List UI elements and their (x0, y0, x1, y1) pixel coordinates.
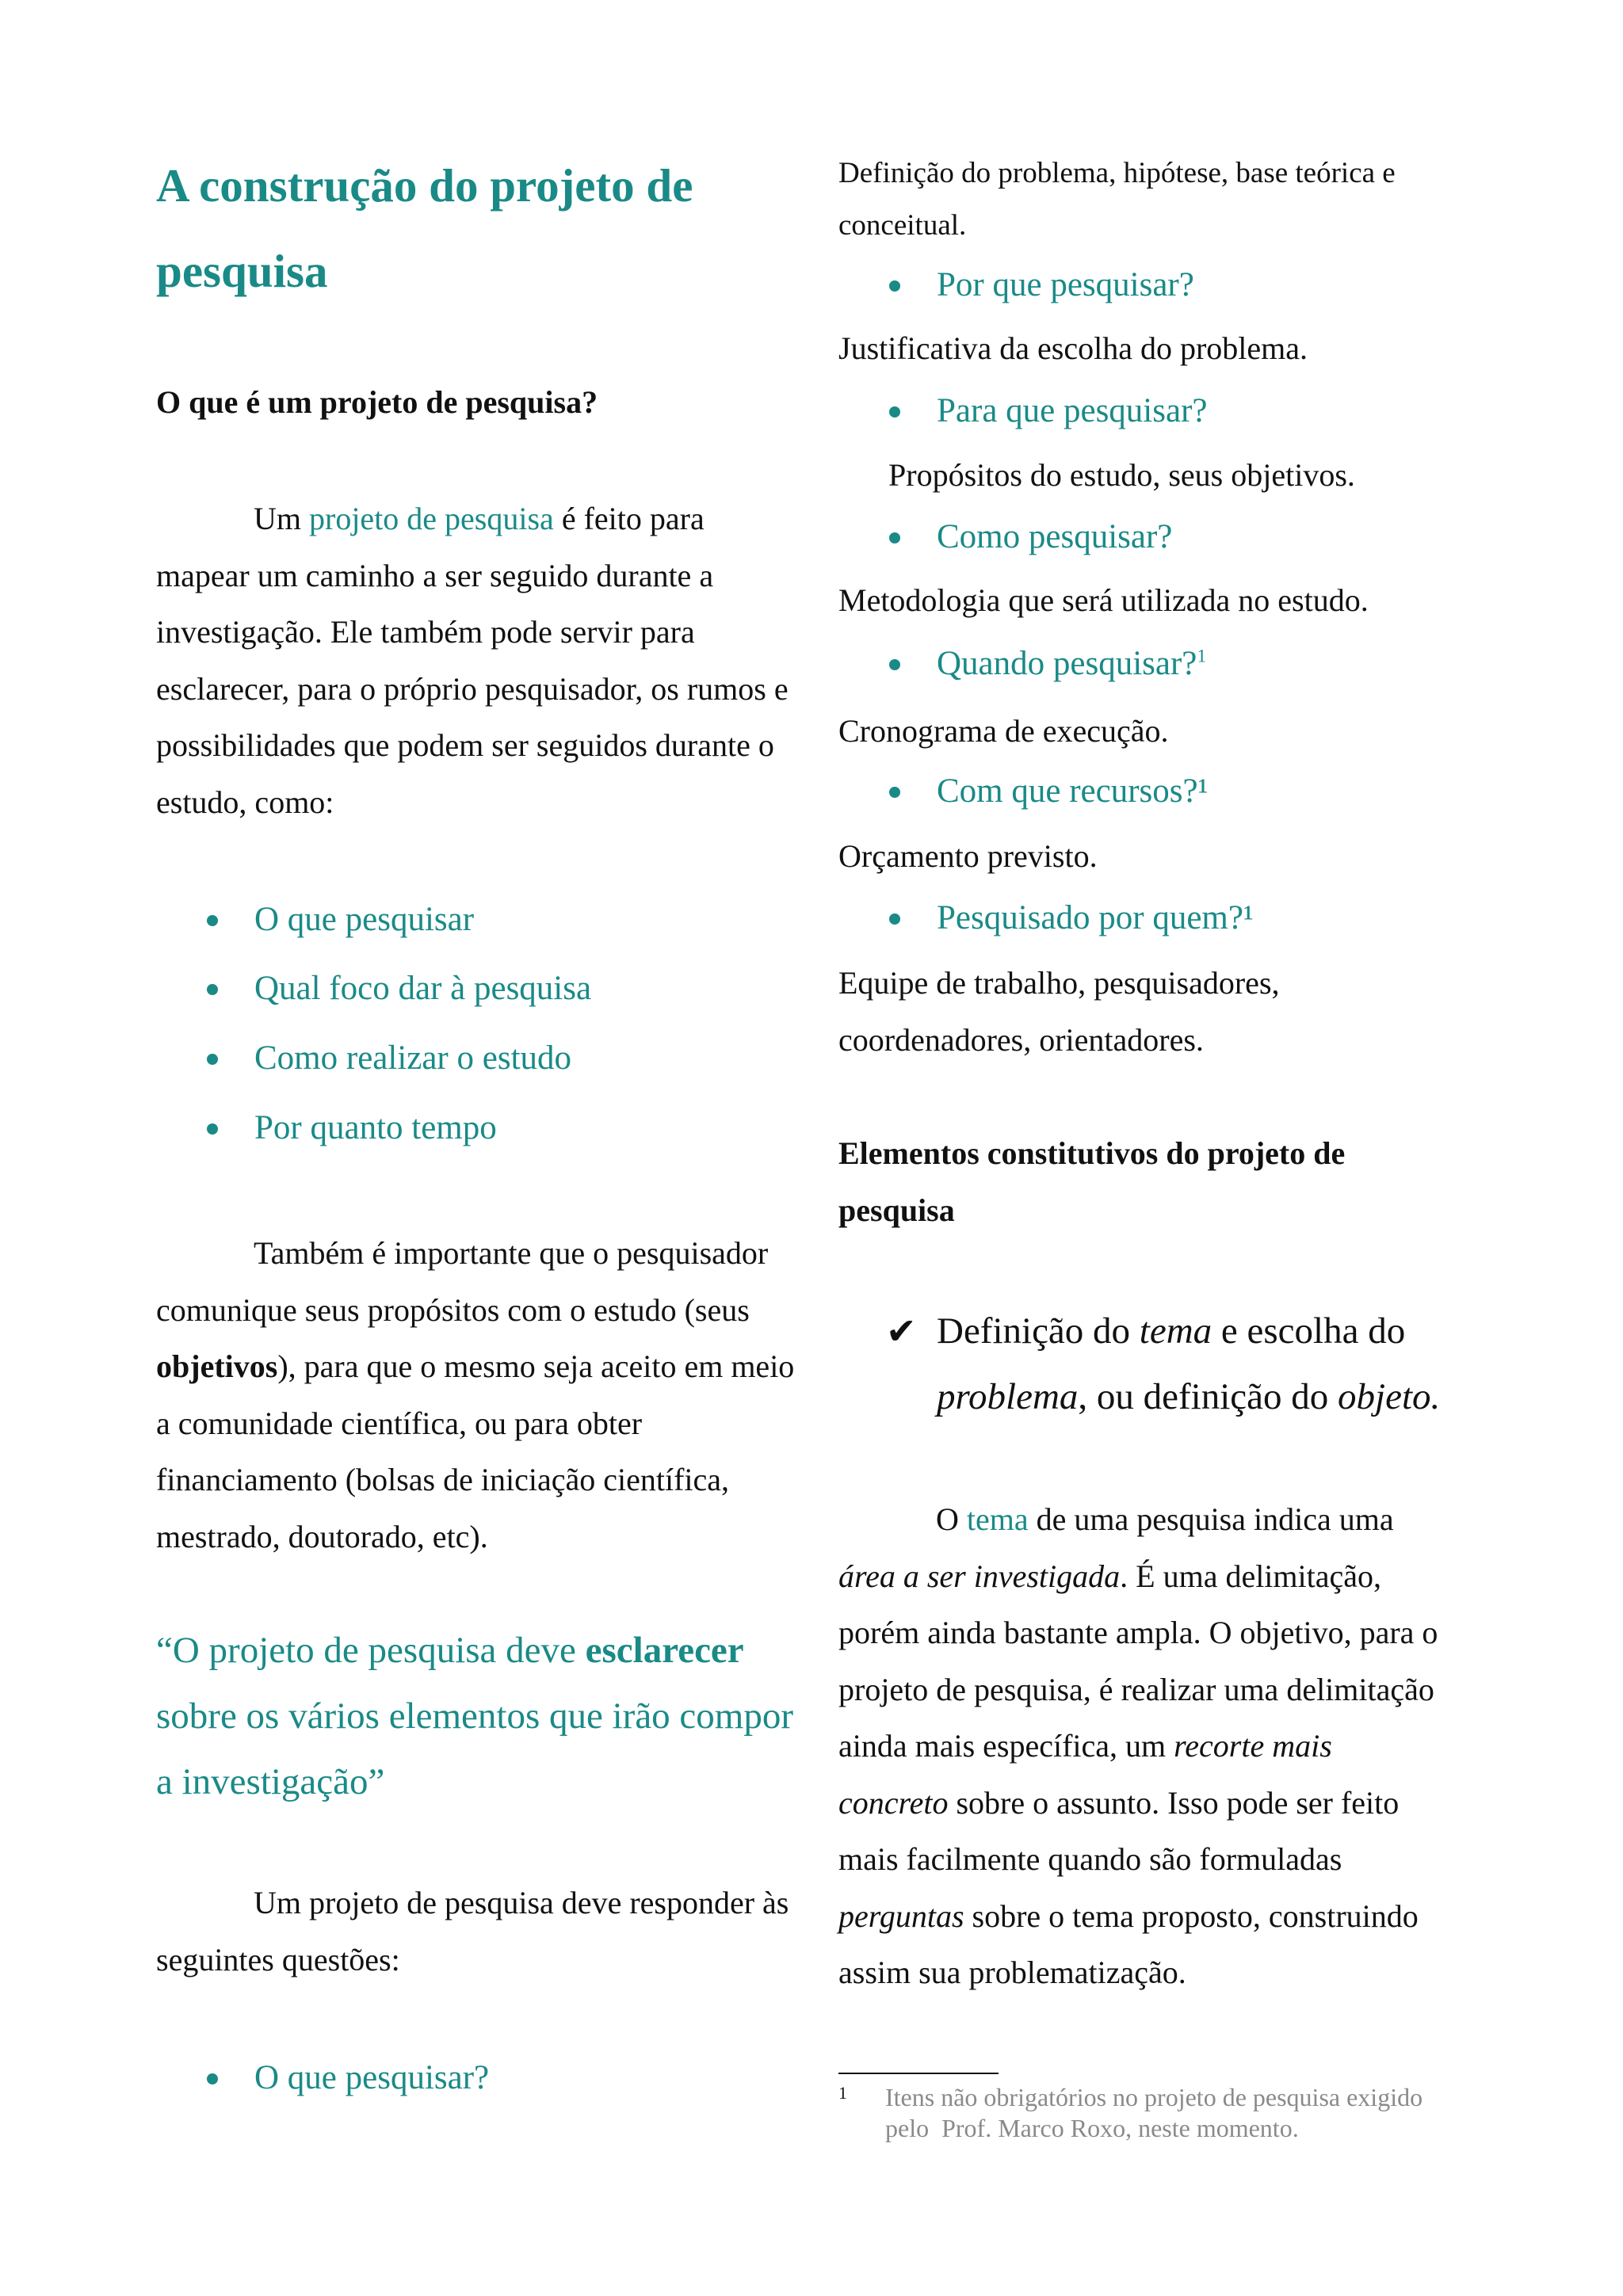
title-line-1: A construção do projeto de (156, 159, 693, 212)
list-item[interactable]: Como pesquisar? (937, 513, 1172, 561)
footnote-separator (838, 2073, 999, 2074)
document-title (156, 143, 693, 314)
answer-text: Cronograma de execução. (838, 713, 1169, 749)
paragraph-intro: Um projeto de pesquisa é feito para mapear um caminho a ser seguido durante a investigação. Ele também pode servir para esclarecer, para o próprio pesquisador, os rumos e possibilidades que podem ser seguidos durante o estudo, como: (156, 501, 789, 820)
paragraph-tema: O tema de uma pesquisa indica uma área a ser investigada. É uma delimitação, porém ainda bastante ampla. O objetivo, para o projeto de pesquisa, é realizar uma delimitação ainda mais específica, um recorte mais concreto sobre o assunto. Isso pode ser feito mais facilmente quando são formuladas perguntas sobre o tema proposto, construindo assim sua problematização. (838, 1501, 1438, 1990)
list-item[interactable]: O que pesquisar? (254, 2054, 489, 2102)
pull-quote: “O projeto de pesquisa deve esclarecer sobre os vários elementos que irão compor a investigação” (156, 1630, 794, 1802)
list-item[interactable]: Quando pesquisar?$^1$ (937, 640, 1206, 688)
footnote-ref[interactable]: 1 (1197, 646, 1207, 667)
bullet-icon (889, 406, 900, 418)
bullet-icon (207, 1123, 218, 1135)
bullet-icon (889, 280, 900, 292)
bullet-icon (207, 915, 218, 926)
heading-elementos: Elementos constitutivos do projeto de pesquisa (838, 1135, 1346, 1228)
list-item[interactable]: Qual foco dar à pesquisa (254, 965, 591, 1013)
answer-text: Orçamento previsto. (838, 838, 1098, 874)
bullet-icon (207, 984, 218, 995)
list-item[interactable]: Como realizar o estudo (254, 1035, 571, 1082)
bullet-icon (889, 787, 900, 798)
bullet-icon (889, 913, 900, 925)
paragraph-questions: Um projeto de pesquisa deve responder às seguintes questões: (156, 1885, 789, 1978)
checkmark-icon: ✔ (886, 1310, 917, 1352)
title-line-2: pesquisa (156, 245, 328, 297)
answer-text: Justificativa da escolha do problema. (838, 330, 1308, 366)
list-item[interactable]: Por quanto tempo (254, 1104, 497, 1152)
intro-text: Definição do problema, hipótese, base teórica e conceitual. (838, 157, 1396, 242)
list-item[interactable]: Para que pesquisar? (937, 387, 1207, 435)
answer-text: Metodologia que será utilizada no estudo. (838, 582, 1369, 618)
list-item[interactable]: Pesquisado por quem?¹ (937, 894, 1254, 942)
subheading-what-is: O que é um projeto de pesquisa? (156, 384, 598, 420)
footnote-number: 1 (838, 2083, 847, 2103)
checklist-item[interactable]: ✔ Definição do tema e escolha do problema, ou definição do objeto. (937, 1299, 1491, 1430)
bullet-icon (889, 532, 900, 543)
footnote: 1 Itens não obrigatórios no projeto de pesquisa exigido pelo Prof. Marco Roxo, neste momento. (838, 2082, 1488, 2144)
link-projeto-de-pesquisa[interactable]: projeto de pesquisa (309, 501, 554, 536)
answer-text: Equipe de trabalho, pesquisadores, coordenadores, orientadores. (838, 965, 1280, 1058)
paragraph-objectives: Também é importante que o pesquisador comunique seus propósitos com o estudo (seus objetivos), para que o mesmo seja aceito em meio a comunidade científica, ou para obter financiamento (bolsas de iniciação científica, mestrado, doutorado, etc). (156, 1235, 795, 1554)
bullet-icon (207, 2073, 218, 2084)
bullet-icon (889, 659, 900, 670)
list-item[interactable]: Com que recursos?¹ (937, 768, 1208, 815)
link-tema[interactable]: tema (966, 1501, 1029, 1537)
bullet-icon (207, 1054, 218, 1065)
list-item[interactable]: Por que pesquisar? (937, 261, 1194, 309)
list-item[interactable]: O que pesquisar (254, 896, 474, 944)
answer-text: Propósitos do estudo, seus objetivos. (888, 457, 1355, 493)
